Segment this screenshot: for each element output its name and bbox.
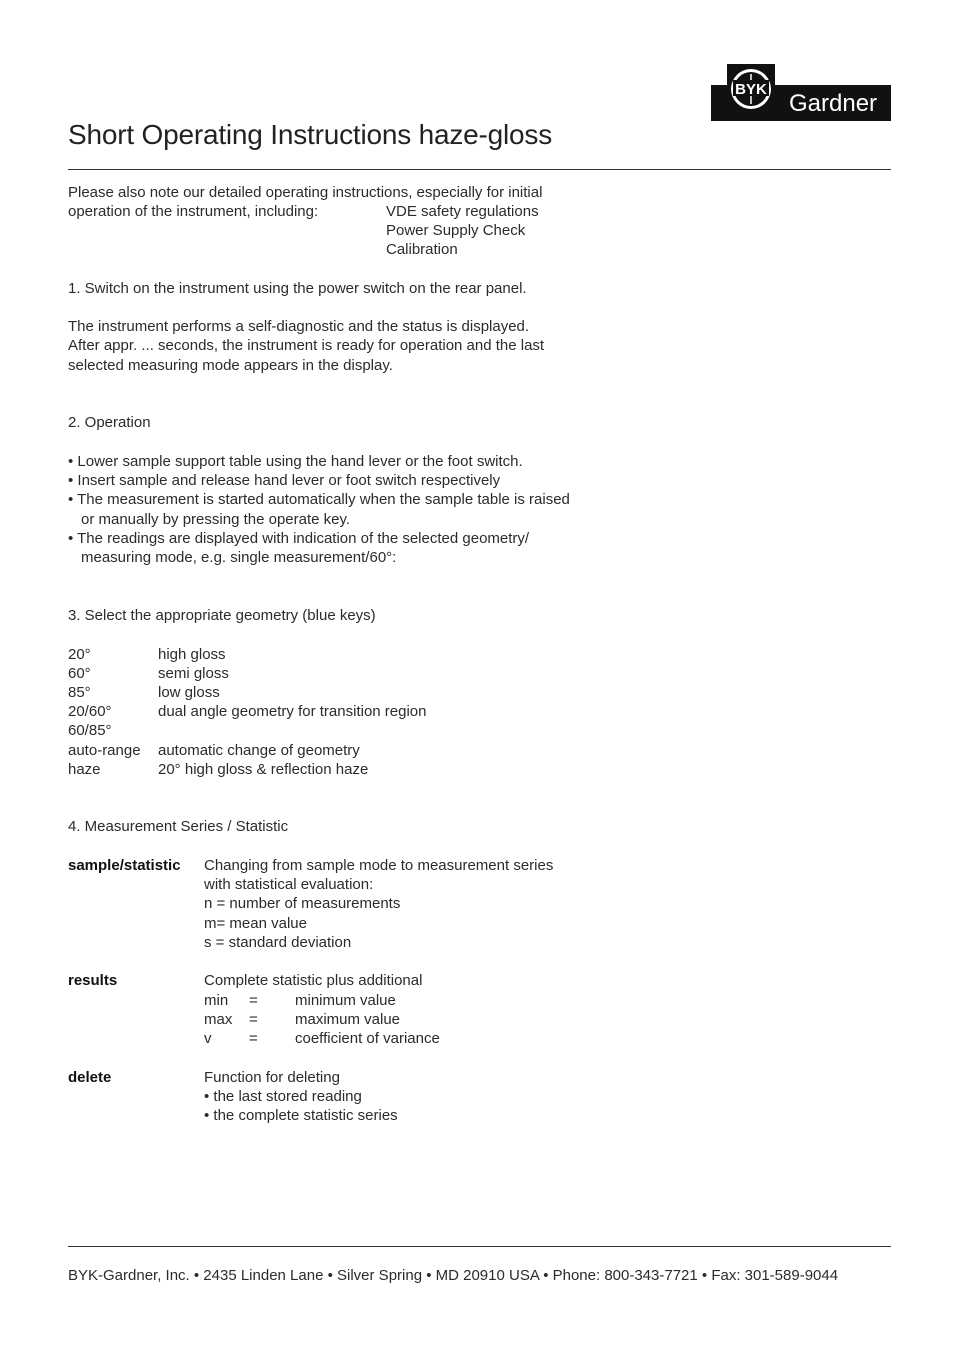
delete-line: • the complete statistic series [204, 1107, 398, 1124]
geometry-desc: automatic change of geometry [158, 742, 360, 759]
operation-line: measuring mode, e.g. single measurement/60°: [81, 549, 397, 566]
results-desc: minimum value [295, 992, 396, 1009]
geometry-key: 85° [68, 684, 91, 701]
delete-line: Function for deleting [204, 1069, 340, 1086]
geometry-desc: dual angle geometry for transition region [158, 703, 427, 720]
results-equals: = [249, 1030, 258, 1047]
operation-line: • Lower sample support table using the hand lever or the foot switch. [68, 453, 523, 470]
results-equals: = [249, 1011, 258, 1028]
results-equals: = [249, 992, 258, 1009]
geometry-key: 20° [68, 646, 91, 663]
delete-label: delete [68, 1069, 112, 1086]
sample-statistic-label: sample/statistic [68, 857, 181, 874]
geometry-key: haze [68, 761, 101, 778]
footer-divider [68, 1246, 891, 1247]
diag-line: selected measuring mode appears in the display. [68, 357, 393, 374]
stats-heading: 4. Measurement Series / Statistic [68, 818, 289, 835]
intro-item: VDE safety regulations [386, 203, 539, 220]
diag-line: After appr. ... seconds, the instrument is ready for operation and the last [68, 337, 545, 354]
geometry-key: 60° [68, 665, 91, 682]
geometry-desc: low gloss [158, 684, 220, 701]
geometry-key: 60/85° [68, 722, 112, 739]
operation-line: • The measurement is started automatically when the sample table is raised [68, 491, 570, 508]
results-symbol: v [204, 1030, 212, 1047]
operation-line: or manually by pressing the operate key. [81, 511, 351, 528]
geometry-desc: 20° high gloss & reflection haze [158, 761, 369, 778]
diag-line: The instrument performs a self-diagnostic and the status is displayed. [68, 318, 530, 335]
results-desc: maximum value [295, 1011, 401, 1028]
header-divider [68, 169, 891, 170]
results-symbol: min [204, 992, 229, 1009]
sample-line: Changing from sample mode to measurement series [204, 857, 554, 874]
intro-line-2: operation of the instrument, including: [68, 203, 319, 220]
results-label: results [68, 972, 118, 989]
page-title: Short Operating Instructions haze-gloss [68, 119, 553, 150]
sample-line: with statistical evaluation: [204, 876, 374, 893]
step-1: 1. Switch on the instrument using the power switch on the rear panel. [68, 280, 527, 297]
logo-gardner-text: Gardner [789, 90, 878, 117]
intro-line-1: Please also note our detailed operating instructions, especially for initial [68, 184, 543, 201]
geometry-key: 20/60° [68, 703, 112, 720]
geometry-heading: 3. Select the appropriate geometry (blue keys) [68, 607, 376, 624]
operation-heading: 2. Operation [68, 414, 151, 431]
geometry-desc: high gloss [158, 646, 226, 663]
geometry-key: auto-range [68, 742, 141, 759]
geometry-desc: semi gloss [158, 665, 229, 682]
sample-line: n = number of measurements [204, 895, 401, 912]
operation-line: • The readings are displayed with indication of the selected geometry/ [68, 530, 530, 547]
sample-line: m= mean value [204, 915, 307, 932]
logo-graphic [711, 64, 891, 121]
intro-item: Calibration [386, 241, 458, 258]
sample-line: s = standard deviation [204, 934, 352, 951]
operation-line: • Insert sample and release hand lever or foot switch respectively [68, 472, 501, 489]
intro-item: Power Supply Check [386, 222, 526, 239]
results-desc: coefficient of variance [295, 1030, 440, 1047]
footer-address: BYK-Gardner, Inc. • 2435 Linden Lane • Silver Spring • MD 20910 USA • Phone: 800-343-7721 • Fax: 301-589-9044 [68, 1267, 839, 1284]
byk-gardner-logo [711, 64, 891, 121]
results-symbol: max [204, 1011, 233, 1028]
results-intro: Complete statistic plus additional [204, 972, 423, 989]
logo-byk-text: BYK [735, 81, 767, 98]
delete-line: • the last stored reading [204, 1088, 362, 1105]
